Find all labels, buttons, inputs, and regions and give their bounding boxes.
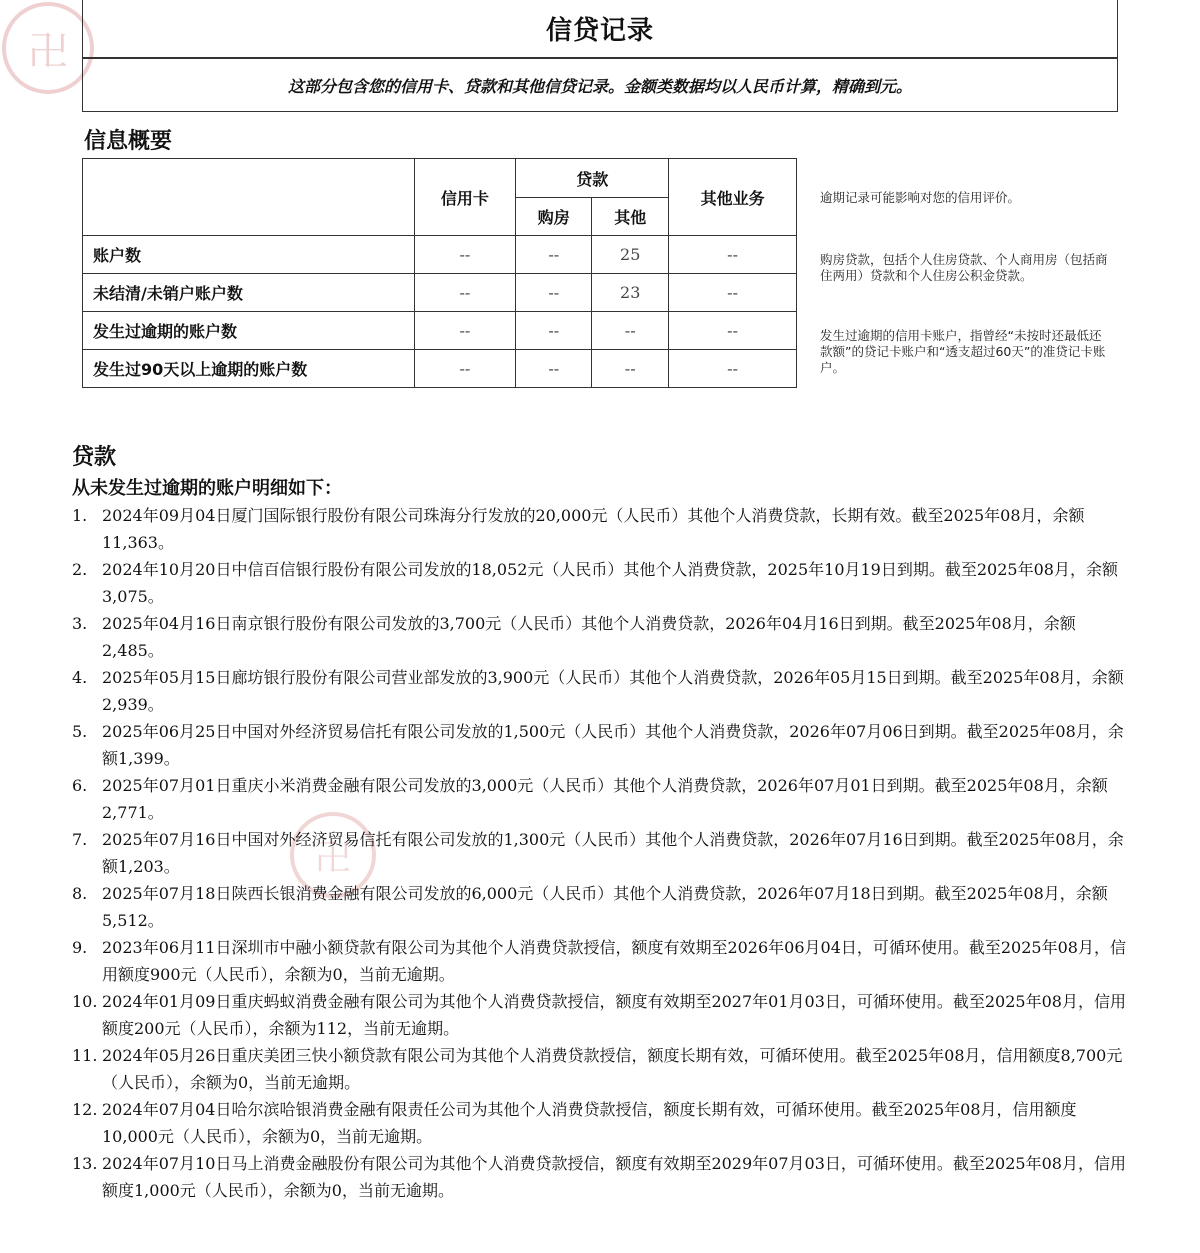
row-label: 账户数 bbox=[83, 236, 415, 274]
item-number: 7. bbox=[72, 830, 88, 849]
corner-cell bbox=[83, 159, 415, 236]
row-label: 发生过逾期的账户数 bbox=[83, 312, 415, 350]
item-text: 2025年04月16日南京银行股份有限公司发放的3,700元（人民币）其他个人消费贷款，2026年04月16日到期。截至2025年08月，余额2,485。 bbox=[102, 614, 1076, 660]
list-item bbox=[72, 718, 1132, 772]
item-number: 11. bbox=[72, 1046, 98, 1065]
cell-value: -- bbox=[414, 236, 516, 274]
list-item bbox=[72, 826, 1132, 880]
item-number: 6. bbox=[72, 776, 88, 795]
col-loan: 贷款 bbox=[516, 159, 669, 198]
item-text: 2025年06月25日中国对外经济贸易信托有限公司发放的1,500元（人民币）其他个人消费贷款，2026年07月06日到期。截至2025年08月，余额1,399。 bbox=[102, 722, 1124, 768]
item-number: 9. bbox=[72, 938, 88, 957]
loan-heading: 贷款 bbox=[72, 445, 117, 470]
cell-value: -- bbox=[516, 350, 592, 388]
item-text: 2024年07月04日哈尔滨哈银消费金融有限责任公司为其他个人消费贷款授信，额度长期有效，可循环使用。截至2025年08月，信用额度10,000元（人民币），余额为0，当前无逾期。 bbox=[102, 1100, 1077, 1146]
item-text: 2025年07月01日重庆小米消费金融有限公司发放的3,000元（人民币）其他个人消费贷款，2026年07月01日到期。截至2025年08月，余额2,771。 bbox=[102, 776, 1108, 822]
loan-subheading: 从未发生过逾期的账户明细如下： bbox=[72, 478, 342, 499]
list-item bbox=[72, 880, 1132, 934]
cell-value: -- bbox=[669, 236, 797, 274]
item-number: 12. bbox=[72, 1100, 98, 1119]
col-loan-housing: 购房 bbox=[516, 198, 592, 236]
list-item bbox=[72, 610, 1132, 664]
cell-value: -- bbox=[669, 312, 797, 350]
table-row bbox=[83, 350, 797, 388]
loan-list bbox=[72, 502, 1132, 1204]
item-number: 8. bbox=[72, 884, 88, 903]
row-label: 未结清/未销户账户数 bbox=[83, 274, 415, 312]
list-item bbox=[72, 1150, 1132, 1204]
list-item bbox=[72, 664, 1132, 718]
item-text: 2025年05月15日廊坊银行股份有限公司营业部发放的3,900元（人民币）其他个人消费贷款，2026年05月15日到期。截至2025年08月，余额2,939。 bbox=[102, 668, 1124, 714]
item-text: 2024年10月20日中信百信银行股份有限公司发放的18,052元（人民币）其他个人消费贷款，2025年10月19日到期。截至2025年08月，余额3,075。 bbox=[102, 560, 1118, 606]
watermark-seal-icon: 卍 bbox=[290, 812, 376, 898]
list-item bbox=[72, 772, 1132, 826]
cell-value: -- bbox=[669, 350, 797, 388]
watermark-seal-icon: 卍 bbox=[2, 2, 94, 94]
cell-value: -- bbox=[414, 350, 516, 388]
col-loan-other: 其他 bbox=[592, 198, 669, 236]
item-number: 10. bbox=[72, 992, 98, 1011]
cell-value: -- bbox=[414, 274, 516, 312]
cell-value: 23 bbox=[592, 274, 669, 312]
overview-table bbox=[82, 158, 797, 388]
item-number: 2. bbox=[72, 560, 88, 579]
side-note: 逾期记录可能影响对您的信用评价。 bbox=[820, 190, 1021, 205]
item-text: 2024年07月10日马上消费金融股份有限公司为其他个人消费贷款授信，额度有效期至2029年07月03日，可循环使用。截至2025年08月，信用额度1,000元（人民币），余额为0，当前无逾期。 bbox=[102, 1154, 1126, 1200]
col-credit-card: 信用卡 bbox=[414, 159, 516, 236]
section-description: 这部分包含您的信用卡、贷款和其他信贷记录。金额类数据均以人民币计算，精确到元。 bbox=[82, 58, 1118, 112]
col-other-business: 其他业务 bbox=[669, 159, 797, 236]
cell-value: -- bbox=[516, 236, 592, 274]
item-text: 2023年06月11日深圳市中融小额贷款有限公司为其他个人消费贷款授信，额度有效期至2026年06月04日，可循环使用。截至2025年08月，信用额度900元（人民币），余额为0，当前无逾期。 bbox=[102, 938, 1126, 984]
table-row bbox=[83, 312, 797, 350]
cell-value: -- bbox=[669, 274, 797, 312]
cell-value: -- bbox=[592, 312, 669, 350]
overview-heading: 信息概要 bbox=[84, 129, 173, 154]
item-number: 13. bbox=[72, 1154, 98, 1173]
cell-value: 25 bbox=[592, 236, 669, 274]
row-label: 发生过90天以上逾期的账户数 bbox=[83, 350, 415, 388]
list-item bbox=[72, 1042, 1132, 1096]
list-item bbox=[72, 988, 1132, 1042]
list-item bbox=[72, 556, 1132, 610]
cell-value: -- bbox=[592, 350, 669, 388]
item-text: 2024年01月09日重庆蚂蚁消费金融有限公司为其他个人消费贷款授信，额度有效期至2027年01月03日，可循环使用。截至2025年08月，信用额度200元（人民币），余额为112，当前无逾期。 bbox=[102, 992, 1126, 1038]
item-number: 3. bbox=[72, 614, 88, 633]
table-row bbox=[83, 274, 797, 312]
item-text: 2024年05月26日重庆美团三快小额贷款有限公司为其他个人消费贷款授信，额度长期有效，可循环使用。截至2025年08月，信用额度8,700元（人民币），余额为0，当前无逾期。 bbox=[102, 1046, 1123, 1092]
item-text: 2024年09月04日厦门国际银行股份有限公司珠海分行发放的20,000元（人民币）其他个人消费贷款，长期有效。截至2025年08月，余额11,363。 bbox=[102, 506, 1085, 552]
list-item bbox=[72, 934, 1132, 988]
item-number: 5. bbox=[72, 722, 88, 741]
table-row bbox=[83, 236, 797, 274]
list-item bbox=[72, 502, 1132, 556]
cell-value: -- bbox=[516, 312, 592, 350]
item-text: 2025年07月18日陕西长银消费金融有限公司发放的6,000元（人民币）其他个人消费贷款，2026年07月18日到期。截至2025年08月，余额5,512。 bbox=[102, 884, 1108, 930]
side-note: 发生过逾期的信用卡账户，指曾经“未按时还最低还款额”的贷记卡账户和“透支超过60天”的准贷记卡账户。 bbox=[820, 328, 1106, 375]
item-text: 2025年07月16日中国对外经济贸易信托有限公司发放的1,300元（人民币）其他个人消费贷款，2026年07月16日到期。截至2025年08月，余额1,203。 bbox=[102, 830, 1124, 876]
cell-value: -- bbox=[414, 312, 516, 350]
item-number: 4. bbox=[72, 668, 88, 687]
side-note: 购房贷款，包括个人住房贷款、个人商用房（包括商住两用）贷款和个人住房公积金贷款。 bbox=[820, 252, 1108, 283]
item-number: 1. bbox=[72, 506, 88, 525]
cell-value: -- bbox=[516, 274, 592, 312]
list-item bbox=[72, 1096, 1132, 1150]
page-title: 信贷记录 bbox=[82, 0, 1118, 58]
